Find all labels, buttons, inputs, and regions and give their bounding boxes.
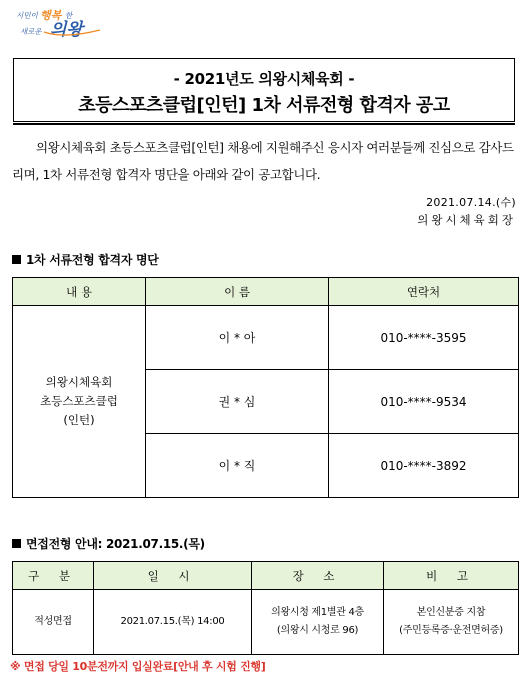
remark-line: 본인신분증 지참: [416, 607, 486, 618]
place-line: (의왕시 시청로 96): [276, 625, 359, 636]
header-remarks: 비 고: [384, 562, 519, 590]
applicant-name: 이 * 아: [146, 306, 329, 370]
interview-place: [252, 590, 384, 655]
footnote: ※ 면접 당일 10분전까지 입실완료[안내 후 시험 진행]: [10, 660, 266, 673]
title-box: [13, 58, 515, 122]
category-line: 의왕시체육회: [45, 375, 113, 389]
section-label: 1차 서류전형 합격자 명단: [26, 253, 159, 267]
applicant-phone: 010-****-9534: [329, 370, 519, 434]
header-name: 이 름: [146, 278, 329, 306]
applicant-name: 이 * 직: [146, 434, 329, 498]
section-heading-results: [12, 251, 159, 268]
category-cell: [13, 306, 146, 498]
square-bullet-icon: [12, 539, 21, 548]
results-table: [12, 277, 519, 498]
table-header-row: [13, 562, 519, 590]
applicant-phone: 010-****-3595: [329, 306, 519, 370]
section-label: 면접전형 안내: 2021.07.15.(목): [26, 537, 205, 551]
remark-line: (주민등록증·운전면허증): [399, 625, 503, 636]
header-place: 장 소: [252, 562, 384, 590]
category-line: 초등스포츠클럽: [40, 394, 118, 408]
header-type: 구 분: [13, 562, 94, 590]
applicant-name: 권 * 심: [146, 370, 329, 434]
page-title: 초등스포츠클럽[인턴] 1차 서류전형 합격자 공고: [78, 95, 450, 116]
square-bullet-icon: [12, 255, 21, 264]
svg-text:한: 한: [65, 11, 73, 20]
header-category: 내 용: [13, 278, 146, 306]
table-row: [13, 306, 519, 370]
header-datetime: 일 시: [94, 562, 252, 590]
announcement-date: 2021.07.14.(수): [426, 196, 516, 209]
interview-remarks: [384, 590, 519, 655]
section-heading-interview: [12, 535, 205, 552]
applicant-phone: 010-****-3892: [329, 434, 519, 498]
svg-text:의왕: 의왕: [50, 20, 83, 38]
issuer-name: 의왕시체육회장: [417, 213, 516, 227]
interview-datetime: 2021.07.15.(목) 14:00: [94, 590, 252, 655]
header-contact: 연락처: [329, 278, 519, 306]
intro-text: 의왕시체육회 초등스포츠클럽[인턴] 채용에 지원해주신 응시자 여러분들께 진심으로 감사드리며, 1차 서류전형 합격자 명단을 아래와 같이 공고합니다.: [12, 140, 514, 182]
svg-text:새로운: 새로운: [20, 27, 42, 36]
table-row: [13, 590, 519, 655]
title-subheading: - 2021년도 의왕시체육회 -: [173, 70, 355, 88]
svg-text:행복: 행복: [40, 9, 62, 22]
svg-text:시민이: 시민이: [16, 11, 38, 20]
interview-table: [12, 561, 519, 655]
category-line: (인턴): [63, 413, 95, 427]
intro-paragraph: [12, 134, 518, 188]
uiwang-city-logo: [14, 6, 106, 38]
place-line: 의왕시청 제1별관 4층: [271, 607, 364, 618]
interview-type: 적성면접: [13, 590, 94, 655]
table-header-row: [13, 278, 519, 306]
